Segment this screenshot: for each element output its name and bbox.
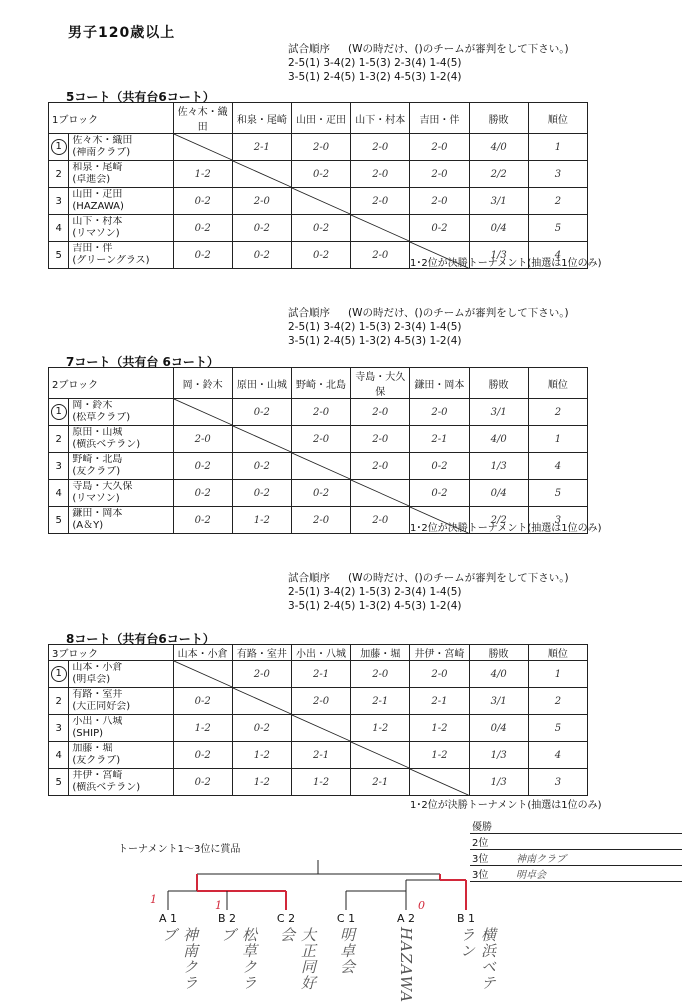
- player-names: 岡・鈴木: [72, 400, 113, 411]
- block-name: 1ブロック: [49, 103, 174, 134]
- column-header: 勝敗: [469, 645, 528, 661]
- player-names: 鎌田・岡本: [72, 508, 123, 519]
- team-cell: [69, 715, 173, 742]
- bracket-team-name: 横浜ベテラン: [458, 927, 497, 991]
- score-cell: 1-2: [351, 715, 410, 742]
- block-table: [48, 644, 588, 796]
- bracket-win-mark: 1: [150, 893, 157, 906]
- order-heading: 試合順序: [288, 307, 330, 319]
- match-order: [288, 42, 569, 84]
- table-row: [49, 480, 588, 507]
- score-cell: 2-0: [351, 661, 410, 688]
- column-header: 原田・山城: [232, 368, 291, 399]
- row-number: 4: [49, 480, 69, 507]
- win-loss-cell: 1/3: [469, 453, 528, 480]
- column-header: 山田・疋田: [291, 103, 350, 134]
- score-cell: 1-2: [291, 769, 350, 796]
- score-cell: 2-0: [291, 688, 350, 715]
- table-row: [49, 134, 588, 161]
- row-number: 5: [49, 507, 69, 534]
- score-cell: 0-2: [173, 242, 232, 269]
- rank-cell: 3: [528, 161, 587, 188]
- table-row: [49, 453, 588, 480]
- team-cell: [69, 426, 173, 453]
- column-header: 岡・鈴木: [173, 368, 232, 399]
- player-names: 山本・小倉: [72, 662, 123, 673]
- row-number: 3: [49, 453, 69, 480]
- table-row: [49, 161, 588, 188]
- team-cell: [69, 188, 173, 215]
- rank-cell: 3: [528, 507, 587, 534]
- qualify-note: 1･2位が決勝トーナメント(抽選は1位のみ): [410, 258, 602, 269]
- team-cell: [69, 161, 173, 188]
- score-cell: 0-2: [173, 769, 232, 796]
- score-cell: 2-0: [410, 161, 469, 188]
- bracket-slot-label: C 1: [336, 912, 356, 925]
- player-names: 小出・八城: [72, 716, 123, 727]
- order-heading: 試合順序: [288, 43, 330, 55]
- score-cell: 2-0: [291, 399, 350, 426]
- score-cell: 0-2: [173, 688, 232, 715]
- row-number: 5: [49, 242, 69, 269]
- row-number: 1: [49, 134, 69, 161]
- score-cell: 0-2: [232, 453, 291, 480]
- court-title: 7コート（共有台 6コート）: [66, 355, 219, 369]
- player-names: 山田・疋田: [72, 189, 123, 200]
- qualify-note: 1･2位が決勝トーナメント(抽選は1位のみ): [410, 800, 602, 811]
- score-cell: 2-0: [351, 399, 410, 426]
- order-line-1: 2-5(1) 3-4(2) 1-5(3) 2-3(4) 1-4(5): [288, 321, 462, 333]
- podium-label: 3位: [470, 850, 514, 866]
- row-number: 3: [49, 715, 69, 742]
- diagonal-cell: [291, 453, 350, 480]
- table-row: [49, 715, 588, 742]
- bracket-slot-label: C 2: [276, 912, 296, 925]
- bracket-team-name: 大正同好会: [278, 927, 317, 991]
- score-cell: 2-0: [351, 134, 410, 161]
- block-name: 3ブロック: [49, 645, 174, 661]
- team-cell: [69, 742, 173, 769]
- rank-cell: 4: [528, 453, 587, 480]
- score-cell: 0-2: [410, 453, 469, 480]
- score-cell: 0-2: [410, 215, 469, 242]
- rank-cell: 5: [528, 215, 587, 242]
- column-header: 勝敗: [469, 103, 528, 134]
- score-cell: 2-1: [291, 742, 350, 769]
- score-cell: 2-1: [351, 688, 410, 715]
- score-cell: 2-0: [410, 661, 469, 688]
- score-cell: 0-2: [232, 480, 291, 507]
- column-header: 吉田・伴: [410, 103, 469, 134]
- diagonal-cell: [351, 215, 410, 242]
- podium-label: 3位: [470, 866, 514, 882]
- score-cell: 0-2: [173, 188, 232, 215]
- score-cell: 2-0: [351, 507, 410, 534]
- club-name: (グリーングラス): [72, 255, 150, 266]
- diagonal-cell: [173, 134, 232, 161]
- table-row: [49, 769, 588, 796]
- club-name: (卓進会): [72, 174, 111, 185]
- team-cell: [69, 215, 173, 242]
- bracket-team-name: 松草クラブ: [219, 927, 258, 991]
- diagonal-cell: [173, 661, 232, 688]
- player-names: 野崎・北島: [72, 454, 123, 465]
- win-loss-cell: 1/3: [469, 769, 528, 796]
- club-name: (友クラブ): [72, 466, 121, 477]
- player-names: 原田・山城: [72, 427, 123, 438]
- order-line-2: 3-5(1) 2-4(5) 1-3(2) 4-5(3) 1-2(4): [288, 335, 462, 347]
- win-loss-cell: 0/4: [469, 715, 528, 742]
- team-cell: [69, 480, 173, 507]
- win-loss-cell: 2/2: [469, 507, 528, 534]
- club-name: (横浜ベテラン): [72, 439, 141, 450]
- player-names: 和泉・尾崎: [72, 162, 123, 173]
- podium-row: [470, 834, 682, 850]
- score-cell: 0-2: [232, 242, 291, 269]
- club-name: (SHIP): [72, 728, 104, 739]
- table-row: [49, 688, 588, 715]
- rank-cell: 1: [528, 426, 587, 453]
- score-cell: 0-2: [173, 215, 232, 242]
- score-cell: 2-0: [291, 507, 350, 534]
- club-name: (横浜ベテラン): [72, 782, 141, 793]
- club-name: (明卓会): [72, 674, 111, 685]
- score-cell: 2-0: [173, 426, 232, 453]
- rank-cell: 2: [528, 688, 587, 715]
- score-cell: 0-2: [232, 399, 291, 426]
- bracket-team-name: HAZAWA: [397, 927, 415, 1003]
- team-cell: [69, 134, 173, 161]
- column-header: 野崎・北島: [291, 368, 350, 399]
- bracket-win-mark: 1: [215, 899, 222, 912]
- diagonal-cell: [410, 769, 469, 796]
- column-header: 佐々木・織田: [173, 103, 232, 134]
- block-table: [48, 102, 588, 269]
- team-cell: [69, 507, 173, 534]
- player-names: 吉田・伴: [72, 243, 113, 254]
- row-number: 1: [49, 399, 69, 426]
- row-number: 1: [49, 661, 69, 688]
- score-cell: 0-2: [291, 242, 350, 269]
- rank-cell: 4: [528, 242, 587, 269]
- column-header: 寺島・大久保: [351, 368, 410, 399]
- score-cell: 2-0: [291, 134, 350, 161]
- column-header: 有路・室井: [232, 645, 291, 661]
- team-cell: [69, 453, 173, 480]
- row-number: 2: [49, 426, 69, 453]
- win-loss-cell: 4/0: [469, 426, 528, 453]
- diagonal-cell: [173, 399, 232, 426]
- club-name: (松草クラブ): [72, 412, 131, 423]
- order-note: (Wの時だけ、()のチームが審判をして下さい。): [348, 572, 569, 584]
- podium-value: 神南クラブ: [514, 850, 682, 866]
- table-row: [49, 661, 588, 688]
- bracket-slot-label: B 1: [456, 912, 476, 925]
- column-header: 井伊・宮崎: [410, 645, 469, 661]
- score-cell: 1-2: [173, 715, 232, 742]
- bracket-win-mark: 0: [418, 899, 425, 912]
- team-cell: [69, 769, 173, 796]
- order-line-1: 2-5(1) 3-4(2) 1-5(3) 2-3(4) 1-4(5): [288, 57, 462, 69]
- score-cell: 2-0: [291, 426, 350, 453]
- diagonal-cell: [291, 715, 350, 742]
- win-loss-cell: 4/0: [469, 661, 528, 688]
- score-cell: 2-0: [232, 661, 291, 688]
- score-cell: 0-2: [173, 480, 232, 507]
- win-loss-cell: 1/3: [469, 242, 528, 269]
- score-cell: 0-2: [173, 453, 232, 480]
- score-cell: 2-1: [351, 769, 410, 796]
- win-loss-cell: 0/4: [469, 480, 528, 507]
- table-row: [49, 399, 588, 426]
- row-number: 4: [49, 742, 69, 769]
- team-cell: [69, 399, 173, 426]
- rank-cell: 4: [528, 742, 587, 769]
- row-number: 2: [49, 161, 69, 188]
- diagonal-cell: [351, 742, 410, 769]
- match-order: [288, 306, 569, 348]
- diagonal-cell: [291, 188, 350, 215]
- club-name: (HAZAWA): [72, 201, 124, 212]
- score-cell: 2-0: [351, 188, 410, 215]
- score-cell: 1-2: [232, 742, 291, 769]
- win-loss-cell: 2/2: [469, 161, 528, 188]
- player-names: 山下・村本: [72, 216, 123, 227]
- row-number: 2: [49, 688, 69, 715]
- player-names: 有路・室井: [72, 689, 123, 700]
- score-cell: 2-0: [351, 161, 410, 188]
- score-cell: 1-2: [232, 769, 291, 796]
- score-cell: 1-2: [410, 715, 469, 742]
- block-table: [48, 367, 588, 534]
- bracket-slot-label: A 2: [396, 912, 416, 925]
- table-row: [49, 188, 588, 215]
- bracket-team-name: 神南クラブ: [160, 927, 199, 991]
- row-number: 4: [49, 215, 69, 242]
- podium-label: 2位: [470, 834, 514, 850]
- score-cell: 2-0: [410, 188, 469, 215]
- team-cell: [69, 661, 173, 688]
- column-header: 勝敗: [469, 368, 528, 399]
- match-order: [288, 571, 569, 613]
- score-cell: 2-0: [351, 426, 410, 453]
- rank-cell: 5: [528, 480, 587, 507]
- team-cell: [69, 242, 173, 269]
- score-cell: 2-1: [410, 426, 469, 453]
- rank-cell: 1: [528, 134, 587, 161]
- column-header: 順位: [528, 368, 587, 399]
- score-cell: 0-2: [291, 215, 350, 242]
- win-loss-cell: 0/4: [469, 215, 528, 242]
- club-name: (リマソン): [72, 493, 120, 504]
- column-header: 小出・八城: [291, 645, 350, 661]
- win-loss-cell: 3/1: [469, 688, 528, 715]
- score-cell: 2-1: [232, 134, 291, 161]
- diagonal-cell: [232, 426, 291, 453]
- rank-cell: 5: [528, 715, 587, 742]
- podium-value: [514, 834, 682, 850]
- score-cell: 1-2: [410, 742, 469, 769]
- row-number: 3: [49, 188, 69, 215]
- win-loss-cell: 1/3: [469, 742, 528, 769]
- score-cell: 0-2: [291, 480, 350, 507]
- court-title: 8コート（共有台6コート）: [66, 632, 215, 646]
- club-name: (A＆Y): [72, 520, 104, 531]
- rank-cell: 2: [528, 188, 587, 215]
- score-cell: 2-1: [291, 661, 350, 688]
- score-cell: 0-2: [173, 742, 232, 769]
- score-cell: 2-0: [351, 453, 410, 480]
- club-name: (神南クラブ): [72, 147, 131, 158]
- bracket-slot-label: A 1: [158, 912, 178, 925]
- win-loss-cell: 4/0: [469, 134, 528, 161]
- player-names: 井伊・宮崎: [72, 770, 123, 781]
- score-cell: 1-2: [173, 161, 232, 188]
- table-row: [49, 742, 588, 769]
- column-header: 鎌田・岡本: [410, 368, 469, 399]
- prize-note: トーナメント1～3位に賞品: [118, 844, 241, 855]
- order-line-2: 3-5(1) 2-4(5) 1-3(2) 4-5(3) 1-2(4): [288, 600, 462, 612]
- player-names: 加藤・堀: [72, 743, 113, 754]
- diagonal-cell: [232, 161, 291, 188]
- score-cell: 0-2: [173, 507, 232, 534]
- rank-cell: 2: [528, 399, 587, 426]
- team-cell: [69, 688, 173, 715]
- score-cell: 0-2: [232, 215, 291, 242]
- podium-row: [470, 818, 682, 834]
- rank-cell: 1: [528, 661, 587, 688]
- order-line-2: 3-5(1) 2-4(5) 1-3(2) 4-5(3) 1-2(4): [288, 71, 462, 83]
- score-cell: 2-1: [410, 688, 469, 715]
- score-cell: 2-0: [410, 134, 469, 161]
- podium-value: 明卓会: [514, 866, 682, 882]
- diagonal-cell: [351, 480, 410, 507]
- club-name: (リマソン): [72, 228, 120, 239]
- order-heading: 試合順序: [288, 572, 330, 584]
- column-header: 山下・村本: [351, 103, 410, 134]
- column-header: 順位: [528, 103, 587, 134]
- win-loss-cell: 3/1: [469, 399, 528, 426]
- score-cell: 2-0: [351, 242, 410, 269]
- podium-label: 優勝: [470, 818, 514, 834]
- bracket-team-name: 明卓会: [338, 927, 356, 975]
- win-loss-cell: 3/1: [469, 188, 528, 215]
- column-header: 和泉・尾崎: [232, 103, 291, 134]
- order-line-1: 2-5(1) 3-4(2) 1-5(3) 2-3(4) 1-4(5): [288, 586, 462, 598]
- player-names: 寺島・大久保: [72, 481, 133, 492]
- podium-value: [514, 818, 682, 834]
- score-cell: 0-2: [410, 480, 469, 507]
- player-names: 佐々木・織田: [72, 135, 133, 146]
- court-title: 5コート（共有台6コート）: [66, 90, 215, 104]
- score-cell: 1-2: [232, 507, 291, 534]
- column-header: 山本・小倉: [173, 645, 232, 661]
- club-name: (大正同好会): [72, 701, 131, 712]
- diagonal-cell: [232, 688, 291, 715]
- bracket-slot-label: B 2: [217, 912, 237, 925]
- score-cell: 2-0: [410, 399, 469, 426]
- row-number: 5: [49, 769, 69, 796]
- club-name: (友クラブ): [72, 755, 121, 766]
- rank-cell: 3: [528, 769, 587, 796]
- table-row: [49, 215, 588, 242]
- column-header: 順位: [528, 645, 587, 661]
- qualify-note: 1･2位が決勝トーナメント(抽選は1位のみ): [410, 523, 602, 534]
- order-note: (Wの時だけ、()のチームが審判をして下さい。): [348, 307, 569, 319]
- score-cell: 0-2: [232, 715, 291, 742]
- table-row: [49, 426, 588, 453]
- page-title: 男子120歳以上: [68, 25, 176, 41]
- score-cell: 2-0: [232, 188, 291, 215]
- block-name: 2ブロック: [49, 368, 174, 399]
- order-note: (Wの時だけ、()のチームが審判をして下さい。): [348, 43, 569, 55]
- column-header: 加藤・堀: [351, 645, 410, 661]
- score-cell: 0-2: [291, 161, 350, 188]
